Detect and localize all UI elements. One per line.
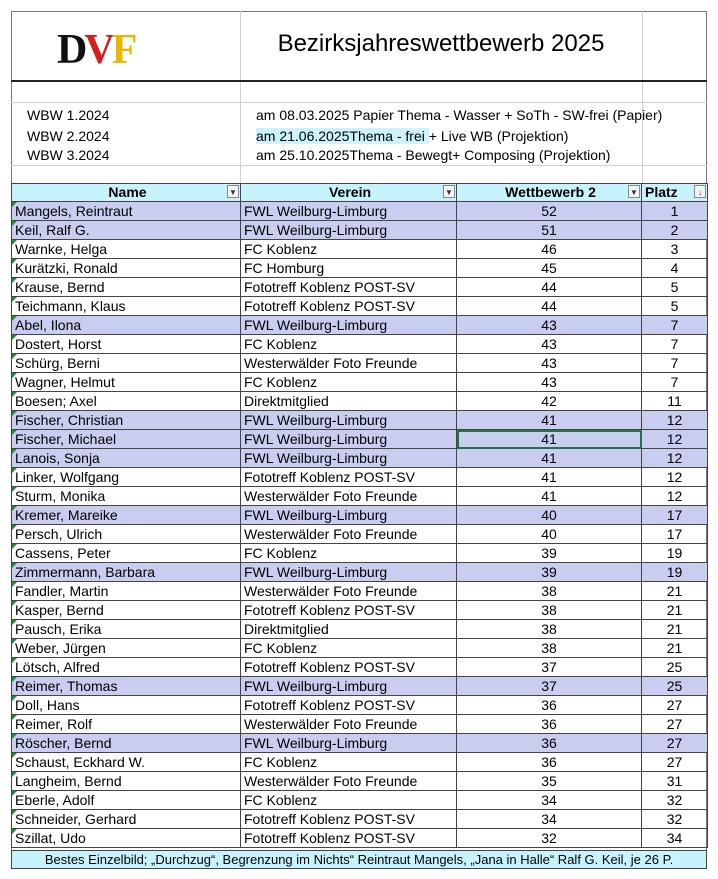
error-indicator-icon — [12, 715, 17, 720]
cell-rank[interactable]: 25 — [642, 658, 708, 677]
cell-club[interactable]: Fototreff Koblenz POST-SV — [241, 810, 457, 829]
error-indicator-icon — [12, 677, 17, 682]
cell-club[interactable]: FWL Weilburg-Limburg — [241, 411, 457, 430]
cell-club[interactable]: FC Homburg — [241, 259, 457, 278]
cell-club[interactable]: FWL Weilburg-Limburg — [241, 563, 457, 582]
gridline — [642, 11, 643, 183]
cell-name[interactable]: Linker, Wolfgang — [12, 468, 241, 487]
cell-club[interactable]: FWL Weilburg-Limburg — [241, 506, 457, 525]
error-indicator-icon — [12, 487, 17, 492]
cell-club[interactable]: FWL Weilburg-Limburg — [241, 221, 457, 240]
cell-name[interactable]: Fandler, Martin — [12, 582, 241, 601]
cell-club[interactable]: FC Koblenz — [241, 373, 457, 392]
cell-score[interactable]: 37 — [457, 658, 642, 677]
cell-name[interactable]: Kasper, Bernd — [12, 601, 241, 620]
error-indicator-icon — [12, 753, 17, 758]
cell-rank[interactable]: 21 — [642, 639, 708, 658]
cell-score[interactable]: 39 — [457, 544, 642, 563]
table-row — [12, 582, 708, 601]
cell-name[interactable]: Kurätzki, Ronald — [12, 259, 241, 278]
page-title: Bezirksjahreswettbewerb 2025 — [277, 30, 605, 57]
cell-rank[interactable]: 32 — [642, 791, 708, 810]
cell-club[interactable]: Fototreff Koblenz POST-SV — [241, 601, 457, 620]
competition-2-desc-highlight: am 21.06.2025Thema - frei — [256, 128, 429, 144]
competition-1-desc: am 08.03.2025 Papier Thema - Wasser + SoTh - SW-frei (Papier) — [256, 107, 663, 123]
cell-club[interactable]: Westerwälder Foto Freunde — [241, 772, 457, 791]
header-rule — [11, 80, 707, 82]
cell-score[interactable]: 41 — [457, 468, 642, 487]
cell-rank[interactable]: 12 — [642, 487, 708, 506]
competition-3-desc: am 25.10.2025Thema - Bewegt+ Composing (Projektion) — [256, 147, 611, 163]
error-indicator-icon — [12, 373, 17, 378]
cell-score[interactable]: 38 — [457, 620, 642, 639]
cell-name[interactable]: Abel, Ilona — [12, 316, 241, 335]
cell-rank[interactable]: 7 — [642, 316, 708, 335]
cell-club[interactable]: FWL Weilburg-Limburg — [241, 734, 457, 753]
cell-club[interactable]: Westerwälder Foto Freunde — [241, 354, 457, 373]
cell-name[interactable]: Dostert, Horst — [12, 335, 241, 354]
error-indicator-icon — [12, 639, 17, 644]
cell-rank[interactable]: 27 — [642, 734, 708, 753]
cell-rank[interactable]: 7 — [642, 354, 708, 373]
column-header-score[interactable]: Wettbewerb 2 ▼ — [457, 184, 642, 202]
cell-score[interactable]: 34 — [457, 810, 642, 829]
cell-name[interactable]: Cassens, Peter — [12, 544, 241, 563]
competition-3-code: WBW 3.2024 — [27, 147, 110, 163]
cell-score[interactable]: 40 — [457, 506, 642, 525]
error-indicator-icon — [12, 658, 17, 663]
table-row — [12, 354, 708, 373]
error-indicator-icon — [12, 278, 17, 283]
error-indicator-icon — [12, 601, 17, 606]
table-row — [12, 639, 708, 658]
cell-club[interactable]: FC Koblenz — [241, 791, 457, 810]
cell-rank[interactable]: 21 — [642, 601, 708, 620]
table-row — [12, 411, 708, 430]
table-row — [12, 297, 708, 316]
cell-club[interactable]: Westerwälder Foto Freunde — [241, 715, 457, 734]
error-indicator-icon — [12, 468, 17, 473]
error-indicator-icon — [12, 734, 17, 739]
gridline — [11, 102, 707, 103]
cell-name[interactable]: Zimmermann, Barbara — [12, 563, 241, 582]
cell-score[interactable]: 43 — [457, 354, 642, 373]
cell-name[interactable]: Warnke, Helga — [12, 240, 241, 259]
cell-score[interactable]: 41 — [457, 411, 642, 430]
cell-score[interactable]: 43 — [457, 373, 642, 392]
cell-score[interactable]: 45 — [457, 259, 642, 278]
cell-score[interactable]: 51 — [457, 221, 642, 240]
sort-ascending-icon[interactable]: ↓ — [694, 185, 706, 198]
cell-score[interactable]: 42 — [457, 392, 642, 411]
cell-rank[interactable]: 12 — [642, 411, 708, 430]
cell-club[interactable]: Direktmitglied — [241, 392, 457, 411]
error-indicator-icon — [12, 810, 17, 815]
cell-score[interactable]: 36 — [457, 696, 642, 715]
competition-2-desc: am 21.06.2025Thema - frei + Live WB (Projektion) — [256, 128, 569, 144]
cell-rank[interactable]: 19 — [642, 544, 708, 563]
table-row — [12, 715, 708, 734]
gridline — [11, 165, 707, 166]
filter-dropdown-icon[interactable]: ▼ — [227, 185, 239, 198]
cell-rank[interactable]: 25 — [642, 677, 708, 696]
cell-score[interactable]: 52 — [457, 202, 642, 221]
cell-rank[interactable]: 4 — [642, 259, 708, 278]
cell-club[interactable]: FWL Weilburg-Limburg — [241, 677, 457, 696]
cell-name[interactable]: Teichmann, Klaus — [12, 297, 241, 316]
cell-name[interactable]: Lanois, Sonja — [12, 449, 241, 468]
cell-club[interactable]: Fototreff Koblenz POST-SV — [241, 829, 457, 848]
error-indicator-icon — [12, 259, 17, 264]
cell-club[interactable]: FWL Weilburg-Limburg — [241, 430, 457, 449]
cell-rank[interactable]: 21 — [642, 620, 708, 639]
column-header-name[interactable]: Name ▼ — [12, 184, 241, 202]
dvf-logo: DVF — [57, 27, 135, 73]
cell-name[interactable]: Wagner, Helmut — [12, 373, 241, 392]
cell-rank[interactable]: 17 — [642, 506, 708, 525]
cell-rank[interactable]: 31 — [642, 772, 708, 791]
cell-rank[interactable]: 7 — [642, 335, 708, 354]
cell-name[interactable]: Pausch, Erika — [12, 620, 241, 639]
table-row — [12, 335, 708, 354]
cell-score[interactable]: 41 — [457, 449, 642, 468]
cell-name[interactable]: Persch, Ulrich — [12, 525, 241, 544]
cell-score[interactable]: 41 — [457, 487, 642, 506]
cell-score[interactable]: 36 — [457, 734, 642, 753]
cell-score[interactable]: 35 — [457, 772, 642, 791]
cell-club[interactable]: FWL Weilburg-Limburg — [241, 316, 457, 335]
table-row — [12, 449, 708, 468]
cell-rank[interactable]: 1 — [642, 202, 708, 221]
cell-club[interactable]: Fototreff Koblenz POST-SV — [241, 658, 457, 677]
cell-score[interactable]: 36 — [457, 715, 642, 734]
cell-score[interactable]: 43 — [457, 335, 642, 354]
table-row — [12, 430, 708, 449]
error-indicator-icon — [12, 335, 17, 340]
cell-name[interactable]: Schürg, Berni — [12, 354, 241, 373]
competition-2-code: WBW 2.2024 — [27, 128, 110, 144]
cell-rank[interactable]: 5 — [642, 278, 708, 297]
filter-dropdown-icon[interactable]: ▼ — [443, 185, 455, 198]
error-indicator-icon — [12, 354, 17, 359]
cell-rank[interactable]: 3 — [642, 240, 708, 259]
error-indicator-icon — [12, 430, 17, 435]
cell-club[interactable]: Westerwälder Foto Freunde — [241, 582, 457, 601]
cell-score[interactable]: 44 — [457, 278, 642, 297]
table-row — [12, 601, 708, 620]
table-row — [12, 468, 708, 487]
cell-name[interactable]: Eberle, Adolf — [12, 791, 241, 810]
cell-name[interactable]: Doll, Hans — [12, 696, 241, 715]
cell-club[interactable]: FWL Weilburg-Limburg — [241, 202, 457, 221]
cell-rank[interactable]: 27 — [642, 753, 708, 772]
cell-club[interactable]: FC Koblenz — [241, 753, 457, 772]
error-indicator-icon — [12, 297, 17, 302]
cell-score[interactable]: 41 — [457, 430, 642, 449]
competition-1-code: WBW 1.2024 — [27, 107, 110, 123]
cell-club[interactable]: Fototreff Koblenz POST-SV — [241, 468, 457, 487]
cell-score[interactable]: 34 — [457, 791, 642, 810]
cell-rank[interactable]: 12 — [642, 430, 708, 449]
cell-rank[interactable]: 32 — [642, 810, 708, 829]
error-indicator-icon — [12, 696, 17, 701]
table-row — [12, 278, 708, 297]
cell-club[interactable]: Fototreff Koblenz POST-SV — [241, 297, 457, 316]
cell-rank[interactable]: 2 — [642, 221, 708, 240]
table-header-row — [12, 184, 708, 202]
cell-name[interactable]: Fischer, Michael — [12, 430, 241, 449]
table-row — [12, 772, 708, 791]
cell-name[interactable]: Lötsch, Alfred — [12, 658, 241, 677]
table-row — [12, 677, 708, 696]
error-indicator-icon — [12, 221, 17, 226]
cell-name[interactable]: Szillat, Udo — [12, 829, 241, 848]
table-row — [12, 221, 708, 240]
cell-name[interactable]: Boesen; Axel — [12, 392, 241, 411]
cell-score[interactable]: 40 — [457, 525, 642, 544]
cell-rank[interactable]: 12 — [642, 449, 708, 468]
table-row — [12, 525, 708, 544]
cell-club[interactable]: FC Koblenz — [241, 544, 457, 563]
cell-rank[interactable]: 27 — [642, 696, 708, 715]
cell-score[interactable]: 36 — [457, 753, 642, 772]
cell-club[interactable]: FC Koblenz — [241, 639, 457, 658]
cell-rank[interactable]: 21 — [642, 582, 708, 601]
table-row — [12, 829, 708, 848]
cell-name[interactable]: Weber, Jürgen — [12, 639, 241, 658]
cell-name[interactable]: Mangels, Reintraut — [12, 202, 241, 221]
table-row — [12, 316, 708, 335]
cell-score[interactable]: 32 — [457, 829, 642, 848]
table-row — [12, 259, 708, 278]
cell-rank[interactable]: 17 — [642, 525, 708, 544]
table-row — [12, 506, 708, 525]
cell-name[interactable]: Reimer, Thomas — [12, 677, 241, 696]
table-row — [12, 373, 708, 392]
table-row — [12, 544, 708, 563]
cell-score[interactable]: 43 — [457, 316, 642, 335]
table-row — [12, 791, 708, 810]
table-row — [12, 810, 708, 829]
cell-rank[interactable]: 34 — [642, 829, 708, 848]
table-row — [12, 658, 708, 677]
cell-name[interactable]: Kremer, Mareike — [12, 506, 241, 525]
cell-name[interactable]: Langheim, Bernd — [12, 772, 241, 791]
table-row — [12, 696, 708, 715]
cell-score[interactable]: 46 — [457, 240, 642, 259]
cell-club[interactable]: Westerwälder Foto Freunde — [241, 487, 457, 506]
column-header-rank[interactable]: Platz ↓ — [642, 184, 708, 202]
table-row — [12, 753, 708, 772]
best-single-image-note: Bestes Einzelbild; „Durchzug“, Begrenzung im Nichts“ Reintraut Mangels, „Jana in Halle“ Ralf G. Keil, je 26 P. — [11, 850, 707, 869]
cell-name[interactable]: Schaust, Eckhard W. — [12, 753, 241, 772]
cell-name[interactable]: Reimer, Rolf — [12, 715, 241, 734]
error-indicator-icon — [12, 506, 17, 511]
cell-rank[interactable]: 19 — [642, 563, 708, 582]
table-row — [12, 563, 708, 582]
filter-dropdown-icon[interactable]: ▼ — [628, 185, 640, 198]
cell-score[interactable]: 38 — [457, 639, 642, 658]
column-header-club[interactable]: Verein ▼ — [241, 184, 457, 202]
cell-rank[interactable]: 5 — [642, 297, 708, 316]
error-indicator-icon — [12, 316, 17, 321]
cell-club[interactable]: FC Koblenz — [241, 335, 457, 354]
cell-rank[interactable]: 12 — [642, 468, 708, 487]
cell-name[interactable]: Röscher, Bernd — [12, 734, 241, 753]
cell-rank[interactable]: 11 — [642, 392, 708, 411]
cell-rank[interactable]: 7 — [642, 373, 708, 392]
cell-score[interactable]: 44 — [457, 297, 642, 316]
results-table — [11, 183, 708, 848]
error-indicator-icon — [12, 791, 17, 796]
cell-score[interactable]: 38 — [457, 601, 642, 620]
error-indicator-icon — [12, 240, 17, 245]
error-indicator-icon — [12, 620, 17, 625]
cell-club[interactable]: Westerwälder Foto Freunde — [241, 525, 457, 544]
cell-name[interactable]: Sturm, Monika — [12, 487, 241, 506]
table-row — [12, 487, 708, 506]
cell-club[interactable]: FC Koblenz — [241, 240, 457, 259]
error-indicator-icon — [12, 582, 17, 587]
table-row — [12, 240, 708, 259]
cell-club[interactable]: Fototreff Koblenz POST-SV — [241, 278, 457, 297]
error-indicator-icon — [12, 202, 17, 207]
error-indicator-icon — [12, 563, 17, 568]
cell-club[interactable]: Direktmitglied — [241, 620, 457, 639]
cell-name[interactable]: Schneider, Gerhard — [12, 810, 241, 829]
error-indicator-icon — [12, 411, 17, 416]
error-indicator-icon — [12, 772, 17, 777]
cell-name[interactable]: Krause, Bernd — [12, 278, 241, 297]
cell-score[interactable]: 39 — [457, 563, 642, 582]
error-indicator-icon — [12, 449, 17, 454]
error-indicator-icon — [12, 829, 17, 834]
cell-name[interactable]: Fischer, Christian — [12, 411, 241, 430]
table-row — [12, 392, 708, 411]
cell-score[interactable]: 37 — [457, 677, 642, 696]
cell-club[interactable]: Fototreff Koblenz POST-SV — [241, 696, 457, 715]
cell-score[interactable]: 38 — [457, 582, 642, 601]
error-indicator-icon — [12, 392, 17, 397]
cell-name[interactable]: Keil, Ralf G. — [12, 221, 241, 240]
error-indicator-icon — [12, 525, 17, 530]
cell-club[interactable]: FWL Weilburg-Limburg — [241, 449, 457, 468]
error-indicator-icon — [12, 544, 17, 549]
table-row — [12, 202, 708, 221]
table-row — [12, 620, 708, 639]
cell-rank[interactable]: 27 — [642, 715, 708, 734]
table-row — [12, 734, 708, 753]
